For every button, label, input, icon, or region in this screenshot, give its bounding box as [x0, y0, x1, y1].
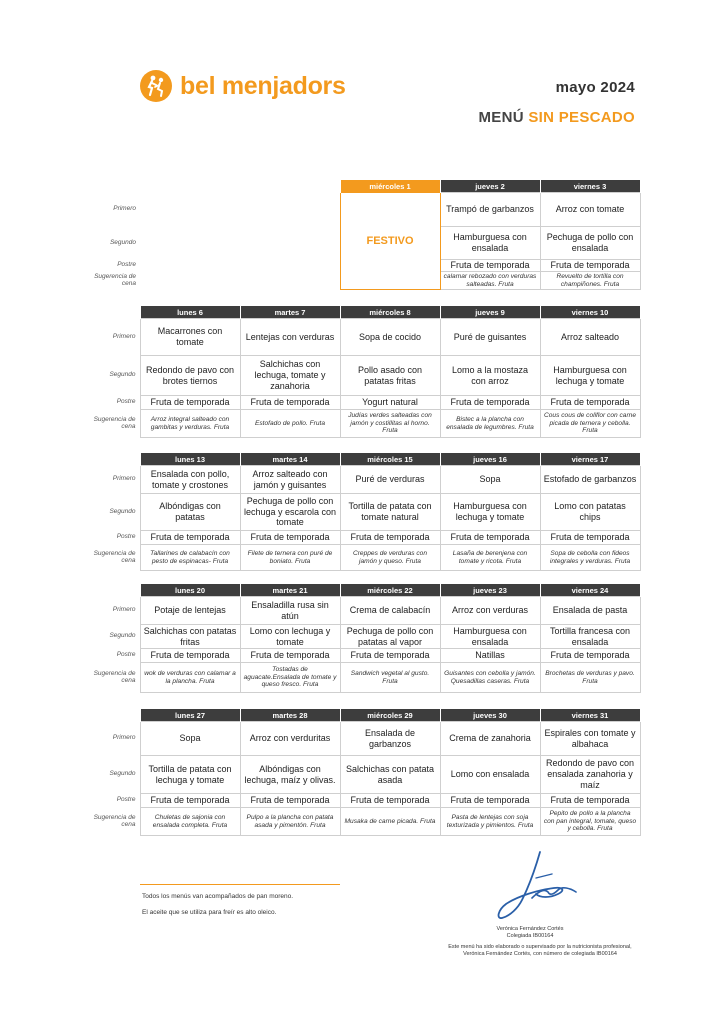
row-label-postre: Postre	[117, 261, 136, 269]
segundo-cell: Hamburguesa con ensalada	[440, 625, 540, 649]
row-label-sugerencia: Sugerencia de cena	[94, 272, 136, 287]
day-header: viernes 10	[540, 306, 640, 319]
row-label-segundo: Segundo	[109, 507, 136, 515]
day-header: viernes 3	[540, 180, 640, 193]
sugerencia-cell: Pasta de lentejas con soja texturizada y pimientos. Fruta	[440, 808, 540, 836]
sugerencia-cell: Pulpo a la plancha con patata asada y pimentón. Fruta	[240, 808, 340, 836]
sugerencia-cell: Filete de ternera con puré de boniato. Fruta	[240, 545, 340, 571]
postre-row	[80, 396, 640, 410]
sugerencia-cell: Bistec a la plancha con ensalada de legumbres. Fruta	[440, 410, 540, 438]
row-label-segundo: Segundo	[109, 770, 136, 778]
day-header: miércoles 1	[340, 180, 440, 193]
header-spacer	[80, 180, 140, 193]
row-label-postre: Postre	[116, 651, 136, 659]
sugerencia-cell: Musaka de carne picada. Fruta	[340, 808, 440, 836]
segundo-cell: Tortilla francesa con ensalada	[540, 625, 640, 649]
postre-row	[80, 531, 640, 545]
postre-cell: Yogurt natural	[340, 396, 440, 410]
sugerencia-cell: Arroz integral salteado con gambitas y verduras. Fruta	[140, 410, 240, 438]
signature-image	[492, 848, 582, 928]
row-label-segundo: Segundo	[109, 371, 136, 379]
segundo-cell: Pollo asado con patatas fritas	[340, 356, 440, 396]
sugerencia-cell: Revuelto de tortilla con champiñones. Fruta	[540, 272, 640, 290]
menu-title	[479, 109, 636, 126]
primero-cell: Arroz salteado con jamón y guisantes	[240, 466, 340, 494]
postre-cell: Natillas	[440, 649, 540, 663]
brand-name: bel menjadors	[180, 71, 346, 100]
segundo-cell: Albóndigas con lechuga, maíz y olivas.	[240, 756, 340, 794]
day-header: lunes 20	[140, 584, 240, 597]
segundo-row	[80, 494, 640, 531]
footnote-oil: El aceite que se utiliza para freír es alto oleico.	[142, 909, 277, 916]
primero-cell: Lentejas con verduras	[240, 319, 340, 356]
primero-row	[80, 319, 640, 356]
postre-cell: Fruta de temporada	[440, 531, 540, 545]
primero-cell: Ensalada de pasta	[540, 597, 640, 625]
postre-cell: Fruta de temporada	[540, 794, 640, 808]
postre-cell: Fruta de temporada	[340, 794, 440, 808]
empty-cell	[240, 227, 340, 260]
day-header: lunes 27	[140, 709, 240, 722]
primero-cell: Arroz con tomate	[540, 193, 640, 227]
primero-cell: Sopa de cocido	[340, 319, 440, 356]
primero-cell: Sopa	[140, 722, 240, 756]
segundo-cell: Lomo con patatas chips	[540, 494, 640, 531]
day-header-row	[80, 584, 640, 597]
postre-cell: Fruta de temporada	[240, 396, 340, 410]
segundo-cell: Pechuga de pollo con lechuga y escarola con tomate	[240, 494, 340, 531]
row-label-postre: Postre	[116, 796, 136, 804]
credit-line-1: Este menú ha sido elaborado o supervisado por la nutricionista profesional,	[448, 944, 632, 950]
row-label-segundo: Segundo	[109, 238, 136, 246]
postre-cell: Fruta de temporada	[140, 396, 240, 410]
week-block	[80, 452, 640, 571]
primero-cell: Puré de verduras	[340, 466, 440, 494]
sugerencia-row	[80, 663, 640, 693]
empty-cell	[140, 227, 240, 260]
primero-cell: Sopa	[440, 466, 540, 494]
segundo-cell: Pechuga de pollo con ensalada	[540, 227, 640, 260]
postre-cell: Fruta de temporada	[540, 396, 640, 410]
signer-name: Verónica Fernández Cortés	[496, 926, 564, 932]
signer-number: Colegiada IB00164	[506, 933, 554, 939]
empty-cell	[240, 193, 340, 227]
empty-cell	[240, 260, 340, 272]
postre-row	[80, 794, 640, 808]
segundo-cell: Redondo de pavo con brotes tiernos	[140, 356, 240, 396]
empty-cell	[240, 272, 340, 290]
primero-cell: Crema de calabacín	[340, 597, 440, 625]
row-label-primero: Primero	[112, 332, 136, 340]
day-header: jueves 23	[440, 584, 540, 597]
postre-cell: Fruta de temporada	[440, 396, 540, 410]
sugerencia-cell: Judías verdes salteadas con jamón y costillitas al horno. Fruta	[340, 410, 440, 438]
segundo-cell: Lomo a la mostaza con arroz	[440, 356, 540, 396]
postre-cell: Fruta de temporada	[140, 531, 240, 545]
day-header-row	[80, 709, 640, 722]
primero-cell: Puré de guisantes	[440, 319, 540, 356]
day-header: lunes 6	[140, 306, 240, 319]
segundo-cell: Hamburguesa con lechuga y tomate	[440, 494, 540, 531]
week-table	[80, 583, 641, 693]
day-header: jueves 9	[440, 306, 540, 319]
sugerencia-row	[80, 545, 640, 571]
segundo-cell: Tortilla de patata con lechuga y tomate	[140, 756, 240, 794]
week-block	[80, 305, 640, 438]
primero-row	[80, 722, 640, 756]
row-label-sugerencia: Sugerencia de cena	[93, 549, 136, 564]
row-label-sugerencia: Sugerencia de cena	[93, 415, 136, 430]
day-header: lunes 13	[140, 453, 240, 466]
segundo-cell: Salchichas con patata asada	[340, 756, 440, 794]
sugerencia-cell: Lasaña de berenjena con tomate y ricota. Fruta	[440, 545, 540, 571]
postre-cell: Fruta de temporada	[540, 649, 640, 663]
postre-cell: Fruta de temporada	[540, 531, 640, 545]
runner-logo-icon	[140, 70, 172, 102]
week-block	[80, 179, 640, 290]
empty-cell	[140, 260, 240, 272]
sugerencia-cell: Brochetas de verduras y pavo. Fruta	[540, 663, 640, 693]
postre-cell: Fruta de temporada	[240, 794, 340, 808]
week-table	[80, 708, 641, 836]
segundo-cell: Lomo con ensalada	[440, 756, 540, 794]
day-header-row	[80, 453, 640, 466]
sugerencia-cell: Creppes de verduras con jamón y queso. Fruta	[340, 545, 440, 571]
primero-cell: Crema de zanahoria	[440, 722, 540, 756]
sugerencia-cell: calamar rebozado con verduras salteadas. Fruta	[440, 272, 540, 290]
row-label-sugerencia: Sugerencia de cena	[93, 813, 136, 828]
postre-cell: Fruta de temporada	[540, 260, 640, 272]
week-table	[80, 452, 641, 571]
row-label-primero: Primero	[112, 734, 136, 742]
header-spacer	[80, 306, 140, 319]
sugerencia-cell: Chuletas de sajonia con ensalada completa. Fruta	[140, 808, 240, 836]
segundo-cell: Salchichas con patatas fritas	[140, 625, 240, 649]
segundo-cell: Albóndigas con patatas	[140, 494, 240, 531]
week-table	[80, 179, 641, 290]
day-header: viernes 31	[540, 709, 640, 722]
primero-cell: Ensalada con pollo, tomate y crostones	[140, 466, 240, 494]
segundo-row	[80, 625, 640, 649]
primero-cell: Ensalada de garbanzos	[340, 722, 440, 756]
sugerencia-row	[80, 410, 640, 438]
primero-row	[80, 466, 640, 494]
segundo-cell: Redondo de pavo con ensalada zanahoria y maíz	[540, 756, 640, 794]
primero-cell: Potaje de lentejas	[140, 597, 240, 625]
row-label-primero: Primero	[112, 606, 136, 614]
sugerencia-row	[80, 808, 640, 836]
header-spacer	[80, 709, 140, 722]
postre-cell: Fruta de temporada	[440, 794, 540, 808]
credit-line-2: Verónica Fernández Cortés, con número de colegiada IB00164	[463, 951, 617, 957]
header-spacer	[80, 584, 140, 597]
primero-cell: Ensaladilla rusa sin atún	[240, 597, 340, 625]
primero-cell: Arroz con verduras	[440, 597, 540, 625]
day-header	[240, 180, 340, 193]
day-header: jueves 2	[440, 180, 540, 193]
primero-row	[80, 193, 640, 227]
holiday-cell: FESTIVO	[340, 193, 440, 290]
row-label-postre: Postre	[116, 533, 136, 541]
postre-cell: Fruta de temporada	[140, 794, 240, 808]
row-label-segundo: Segundo	[109, 632, 136, 640]
day-header-row	[80, 306, 640, 319]
day-header: miércoles 29	[340, 709, 440, 722]
postre-cell: Fruta de temporada	[240, 649, 340, 663]
segundo-cell: Tortilla de patata con tomate natural	[340, 494, 440, 531]
menu-title-prefix: MENÚ	[478, 109, 524, 126]
day-header: martes 28	[240, 709, 340, 722]
primero-cell: Trampó de garbanzos	[440, 193, 540, 227]
day-header: jueves 30	[440, 709, 540, 722]
header-spacer	[80, 453, 140, 466]
brand	[140, 70, 346, 102]
segundo-cell: Pechuga de pollo con patatas al vapor	[340, 625, 440, 649]
sugerencia-cell: Sopa de cebolla con fideos integrales y verduras. Fruta	[540, 545, 640, 571]
footnote-bread: Todos los menús van acompañados de pan moreno.	[142, 893, 294, 900]
day-header	[140, 180, 240, 193]
sugerencia-cell: Guisantes con cebolla y jamón. Quesadillas caseras. Fruta	[440, 663, 540, 693]
empty-cell	[140, 272, 240, 290]
empty-cell	[140, 193, 240, 227]
row-label-postre: Postre	[116, 398, 136, 406]
primero-cell: Macarrones con tomate	[140, 319, 240, 356]
menu-title-accent: SIN PESCADO	[528, 109, 635, 126]
segundo-cell: Hamburguesa con lechuga y tomate	[540, 356, 640, 396]
day-header: martes 7	[240, 306, 340, 319]
sugerencia-cell: Tostadas de aguacate.Ensalada de tomate y queso fresco. Fruta	[240, 663, 340, 693]
primero-cell: Estofado de garbanzos	[540, 466, 640, 494]
primero-row	[80, 597, 640, 625]
primero-cell: Arroz salteado	[540, 319, 640, 356]
row-label-sugerencia: Sugerencia de cena	[93, 669, 136, 684]
day-header: miércoles 22	[340, 584, 440, 597]
row-label-primero: Primero	[112, 475, 136, 483]
day-header: viernes 24	[540, 584, 640, 597]
day-header: miércoles 8	[340, 306, 440, 319]
segundo-cell: Hamburguesa con ensalada	[440, 227, 540, 260]
day-header: martes 21	[240, 584, 340, 597]
day-header-row	[80, 180, 640, 193]
week-table	[80, 305, 641, 438]
footer-divider	[140, 884, 340, 885]
week-block	[80, 708, 640, 836]
postre-cell: Fruta de temporada	[140, 649, 240, 663]
row-label-primero: Primero	[113, 205, 136, 213]
sugerencia-cell: Pepito de pollo a la plancha con pan integral, tomate, queso y cebolla. Fruta	[540, 808, 640, 836]
sugerencia-cell: Cous cous de coliflor con carne picada de ternera y cebolla. Fruta	[540, 410, 640, 438]
primero-cell: Espirales con tomate y albahaca	[540, 722, 640, 756]
week-block	[80, 583, 640, 693]
postre-cell: Fruta de temporada	[240, 531, 340, 545]
sugerencia-cell: Sandwich vegetal al gusto. Fruta	[340, 663, 440, 693]
day-header: jueves 16	[440, 453, 540, 466]
day-header: martes 14	[240, 453, 340, 466]
sugerencia-cell: Tallarines de calabacín con pesto de espinacas- Fruta	[140, 545, 240, 571]
primero-cell: Arroz con verduritas	[240, 722, 340, 756]
postre-cell: Fruta de temporada	[340, 649, 440, 663]
postre-cell: Fruta de temporada	[440, 260, 540, 272]
segundo-cell: Salchichas con lechuga, tomate y zanahoria	[240, 356, 340, 396]
postre-row	[80, 649, 640, 663]
segundo-cell: Lomo con lechuga y tomate	[240, 625, 340, 649]
postre-cell: Fruta de temporada	[340, 531, 440, 545]
sugerencia-cell: wok de verduras con calamar a la plancha. Fruta	[140, 663, 240, 693]
segundo-row	[80, 756, 640, 794]
segundo-row	[80, 356, 640, 396]
day-header: viernes 17	[540, 453, 640, 466]
day-header: miércoles 15	[340, 453, 440, 466]
sugerencia-cell: Estofado de pollo. Fruta	[240, 410, 340, 438]
month-label: mayo 2024	[555, 79, 635, 96]
